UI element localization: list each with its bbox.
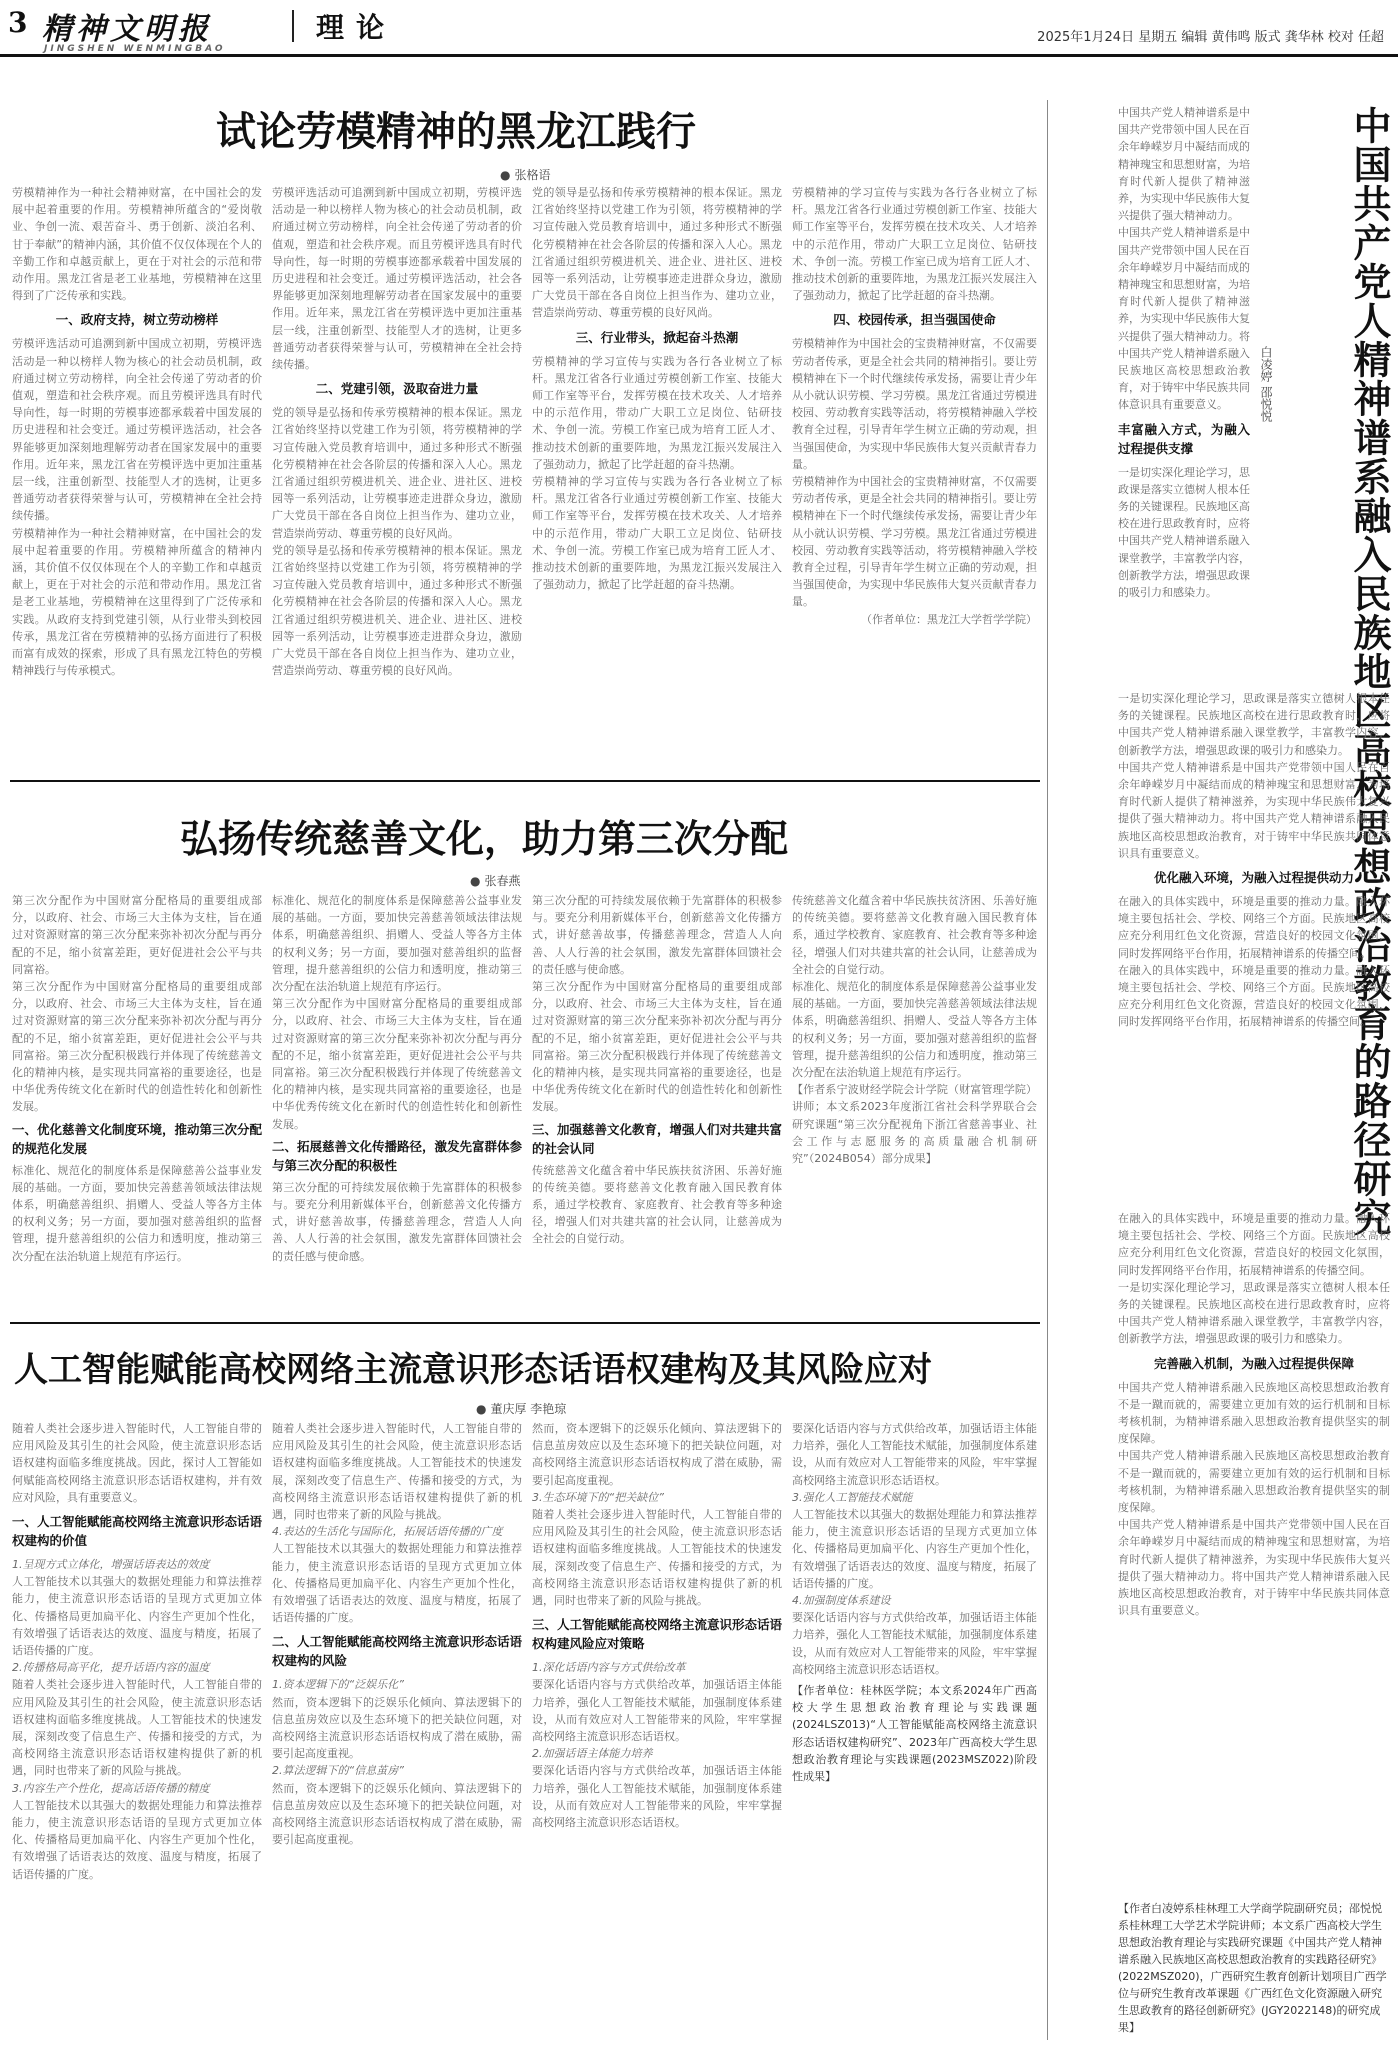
newspaper-pinyin: JINGSHEN WENMINGBAO <box>44 44 226 54</box>
issue-info: 2025年1月24日 星期五 编辑 黄伟鸣 版式 龚华林 校对 任超 <box>1037 30 1384 45</box>
page-number: 3 <box>8 6 28 39</box>
ethnic-para-2c: 在融入的具体实践中，环境是重要的推动力量。融入环境主要包括社会、学校、网络三个方面。民族地区高校应充分利用红色文化资源，营造良好的校园文化氛围，同时发挥网络平台作用，拓展精神谱系的传播空间。 <box>1118 1212 1390 1277</box>
labor-para-3b: 劳模精神的学习宣传与实践为各行各业树立了标杆。黑龙江省各行业通过劳模创新工作室、技能大师工作室等平台，发挥劳模在技术攻关、人才培养中的示范作用，带动广大职工立足岗位、钻研技术、争创一流。劳模工作室已成为培育工匠人才、推动技术创新的重要阵地，为黑龙江振兴发展注入了强劲动力，掀起了比学赶超的奋斗热潮。 <box>532 475 782 592</box>
charity-para-1b: 标准化、规范化的制度体系是保障慈善公益事业发展的基础。一方面，要加快完善慈善领域法律法规体系，明确慈善组织、捐赠人、受益人等各方主体的权利义务；另一方面，要加强对慈善组织的监督管理，提升慈善组织的公信力和透明度，推动第三次分配在法治轨道上规范有序运行。 <box>272 894 522 994</box>
labor-para-1: 劳模评选活动可追溯到新中国成立初期，劳模评选活动是一种以榜样人物为核心的社会动员机制，政府通过树立劳动榜样，向全社会传递了劳动者的价值观，塑造和社会秩序观。而且劳模评选具有时代导向性，每一时期的劳模事迹都承载着中国发展的历史进程和社会变迁。通过劳模评选活动，社会各界能够更加深刻地理解劳动者在国家发展中的重要作用。近年来，黑龙江省在劳模评选中更加注重基层一线，注重创新型、技能型人才的选树，让更多普通劳动者获得荣誉与认可，劳模精神在全社会持续传播。 <box>12 337 262 523</box>
ai-point-4: 4.表达的生活化与国际化，拓展话语传播的广度 <box>272 1525 503 1539</box>
ai-para-10: 人工智能技术以其强大的数据处理能力和算法推荐能力，使主流意识形态话语的呈现方式更加立体化、传播格局更加扁平化、内容生产更加个性化，有效增强了话语表达的效度、温度与精度，拓展了话语传播的广度。 <box>792 1508 1037 1590</box>
ai-author-note: 【作者单位：桂林医学院；本文系2024年广西高校大学生思想政治教育理论与实践课题(2024LSZ013)“人工智能赋能高校网络主流意识形态话语权建构研究”、2023年广西高校大学生思想政治教育理论与实践课题(2023MSZ022)阶段性成果】 <box>792 1684 1037 1784</box>
ai-para-4: 人工智能技术以其强大的数据处理能力和算法推荐能力，使主流意识形态话语的呈现方式更加立体化、传播格局更加扁平化、内容生产更加个性化，有效增强了话语表达的效度、温度与精度，拓展了话语传播的广度。 <box>272 1542 522 1625</box>
article-labor-byline: ● 张格语 <box>500 168 551 182</box>
masthead-rule <box>0 54 1398 57</box>
ai-para-9: 要深化话语内容与方式供给改革，加强话语主体能力培养，强化人工智能技术赋能，加强制度体系建设，从而有效应对人工智能带来的风险，牢牢掌握高校网络主流意识形态话语权。 <box>532 1764 782 1830</box>
labor-col-2 <box>272 184 522 774</box>
ethnic-low-col <box>1118 1210 1390 1790</box>
charity-lead: 第三次分配作为中国财富分配格局的重要组成部分，以政府、社会、市场三大主体为支柱，旨在通过对资源财富的第三次分配来弥补初次分配与再分配的不足，缩小贫富差距，更好促进社会公平与共同富裕。 <box>12 894 262 976</box>
ai-para-11: 要深化话语内容与方式供给改革，加强话语主体能力培养，强化人工智能技术赋能，加强制度体系建设，从而有效应对人工智能带来的风险，牢牢掌握高校网络主流意识形态话语权。 <box>792 1611 1037 1676</box>
ai-point-9: 2.加强话语主体能力培养 <box>532 1747 653 1761</box>
charity-para-3b: 传统慈善文化蕴含着中华民族扶贫济困、乐善好施的传统美德。要将慈善文化教育融入国民教育体系，通过学校教育、家庭教育、社会教育等多种途径，增强人们对共建共富的社会认同，让慈善成为全社会的自觉行动。 <box>792 894 1037 976</box>
labor-para-4b: 劳模精神作为中国社会的宝贵精神财富，不仅需要劳动者传承，更是全社会共同的精神指引。要让劳模精神在下一个时代继续传承发扬，需要让青少年从小就认识劳模、学习劳模。黑龙江省通过劳模进校园、劳动教育实践等活动，将劳模精神融入学校教育全过程，引导青年学生树立正确的劳动观，担当强国使命，为实现中华民族伟大复兴贡献青春力量。 <box>792 475 1037 609</box>
ethnic-heading-1: 丰富融入方式，为融入过程提供支撑 <box>1118 421 1250 456</box>
labor-para-4: 劳模精神作为中国社会的宝贵精神财富，不仅需要劳动者传承，更是全社会共同的精神指引。要让劳模精神在下一个时代继续传承发扬，需要让青少年从小就认识劳模、学习劳模。黑龙江省通过劳模进校园、劳动教育实践等活动，将劳模精神融入学校教育全过程，引导青年学生树立正确的劳动观，担当强国使命，为实现中华民族伟大复兴贡献青春力量。 <box>792 337 1037 471</box>
article-ethnic-byline <box>1258 346 1275 422</box>
ethnic-para-2: 在融入的具体实践中，环境是重要的推动力量。融入环境主要包括社会、学校、网络三个方面。民族地区高校应充分利用红色文化资源，营造良好的校园文化氛围，同时发挥网络平台作用，拓展精神谱系的传播空间。 <box>1118 895 1390 960</box>
section-name: 理论 <box>316 11 397 44</box>
charity-para-1c: 第三次分配作为中国财富分配格局的重要组成部分，以政府、社会、市场三大主体为支柱，旨在通过对资源财富的第三次分配来弥补初次分配与再分配的不足，缩小贫富差距，更好促进社会公平与共同富裕。第三次分配积极践行并体现了传统慈善文化的精神内核，是实现共同富裕的重要途径，也是中华优秀传统文化在新时代的创造性转化和创新性发展。 <box>272 997 522 1131</box>
article-charity-title: 弘扬传统慈善文化，助力第三次分配 <box>180 817 789 861</box>
ethnic-lead: 中国共产党人精神谱系是中国共产党带领中国人民在百余年峥嵘岁月中凝结而成的精神瑰宝和思想财富，为培育时代新人提供了精神滋养，为实现中华民族伟大复兴提供了强大精神动力。 <box>1118 106 1250 223</box>
ethnic-mid-col <box>1118 690 1390 1210</box>
labor-para-3c: 劳模精神的学习宣传与实践为各行各业树立了标杆。黑龙江省各行业通过劳模创新工作室、技能大师工作室等平台，发挥劳模在技术攻关、人才培养中的示范作用，带动广大职工立足岗位、钻研技术、争创一流。劳模工作室已成为培育工匠人才、推动技术创新的重要阵地，为黑龙江振兴发展注入了强劲动力，掀起了比学赶超的奋斗热潮。 <box>792 186 1037 303</box>
ethnic-para-1c: 中国共产党人精神谱系是中国共产党带领中国人民在百余年峥嵘岁月中凝结而成的精神瑰宝和思想财富，为培育时代新人提供了精神滋养，为实现中华民族伟大复兴提供了强大精神动力。将中国共产党人精神谱系融入民族地区高校思想政治教育，对于铸牢中华民族共同体意识具有重要意义。 <box>1118 760 1390 860</box>
masthead <box>0 0 1398 62</box>
ai-col-4 <box>792 1420 1037 2040</box>
labor-para-2c: 党的领导是弘扬和传承劳模精神的根本保证。黑龙江省始终坚持以党建工作为引领，将劳模精神的学习宣传融入党员教育培训中，通过多种形式不断强化劳模精神在社会各阶层的传播和深入人心。黑龙江省通过组织劳模进机关、进企业、进社区、进校园等一系列活动，让劳模事迹走进群众身边，激励广大党员干部在各自岗位上担当作为、建功立业，营造崇尚劳动、尊重劳模的良好风尚。 <box>532 186 782 320</box>
ai-col-2 <box>272 1420 522 2040</box>
charity-para-0: 第三次分配作为中国财富分配格局的重要组成部分，以政府、社会、市场三大主体为支柱，旨在通过对资源财富的第三次分配来弥补初次分配与再分配的不足，缩小贫富差距，更好促进社会公平与共同富裕。第三次分配积极践行并体现了传统慈善文化的精神内核，是实现共同富裕的重要途径，也是中华优秀传统文化在新时代的创造性转化和创新性发展。 <box>12 980 262 1114</box>
charity-col-1 <box>12 892 262 1316</box>
charity-heading-2: 二、拓展慈善文化传播路径，激发先富群体参与第三次分配的积极性 <box>272 1138 522 1173</box>
ai-point-1: 1.呈现方式立体化，增强话语表达的效度 <box>12 1558 210 1572</box>
labor-heading-4: 四、校园传承，担当强国使命 <box>833 312 996 328</box>
labor-heading-2: 二、党建引领，汲取奋进力量 <box>315 381 479 397</box>
right-column-divider <box>1047 100 1048 2040</box>
ai-para-6: 然而，资本逻辑下的泛娱乐化倾向、算法逻辑下的信息茧房效应以及生态环境下的把关缺位问题，对高校网络主流意识形态话语权构成了潜在威胁，需要引起高度重视。 <box>272 1781 522 1847</box>
ai-para-3b: 随着人类社会逐步进入智能时代，人工智能自带的应用风险及其引生的社会风险，使主流意识形态话语权建构面临多维度挑战。人工智能技术的快速发展，深刻改变了信息生产、传播和接受的方式，为高校网络主流意识形态话语权建构提供了新的机遇，同时也带来了新的风险与挑战。 <box>272 1422 522 1522</box>
newspaper-name: 精神文明报 <box>42 12 212 47</box>
ai-heading-3: 三、人工智能赋能高校网络主流意识形态话语权构建风险应对策略 <box>532 1617 782 1652</box>
ai-col-3 <box>532 1420 782 2040</box>
ai-heading-1: 一、人工智能赋能高校网络主流意识形态话语权建构的价值 <box>12 1514 262 1549</box>
ethnic-para-3: 中国共产党人精神谱系融入民族地区高校思想政治教育不是一蹴而就的，需要建立更加有效的运行机制和目标考核机制，为精神谱系融入思想政治教育提供坚实的制度保障。 <box>1118 1380 1390 1446</box>
ai-para-6b: 然而，资本逻辑下的泛娱乐化倾向、算法逻辑下的信息茧房效应以及生态环境下的把关缺位问题，对高校网络主流意识形态话语权构成了潜在威胁，需要引起高度重视。 <box>532 1422 782 1487</box>
labor-heading-1: 一、政府支持，树立劳动榜样 <box>55 312 219 328</box>
ai-point-2: 2.传播格局高平化，提升话语内容的温度 <box>12 1661 210 1675</box>
labor-para-1b: 劳模精神作为一种社会精神财富，在中国社会的发展中起着重要的作用。劳模精神所蕴含的精神内涵，其价值不仅仅体现在个人的辛勤工作和卓越贡献上，更在于对社会的示范和带动作用。黑龙江省是老工业基地，劳模精神在这里得到了广泛传承和实践。从政府支持到党建引领，从行业带头到校园传承，黑龙江省在劳模精神的弘扬方面进行了积极而富有成效的探索，形成了具有黑龙江特色的劳模精神践行与传承模式。 <box>12 526 262 678</box>
byline-text: 张春燕 <box>484 874 521 888</box>
ethnic-author-note: 【作者白凌婷系桂林理工大学商学院副研究员；邵悦悦系桂林理工大学艺术学院讲师；本文系广西高校大学生思想政治教育理论与实践研究课题《中国共产党人精神谱系融入民族地区高校思想政治教育的实践路径研究》(2022MSZ020)，广西研究生教育创新计划项目广西学位与研究生教育改革课题《广西红色文化资源融入研究生思政教育的路径创新研究》(JGY2022148)的研究成果】 <box>1118 1902 1387 2034</box>
ai-point-6: 2.算法逻辑下的“信息茧房” <box>272 1764 404 1778</box>
labor-author-note: （作者单位：黑龙江大学哲学学院） <box>861 612 1037 626</box>
ai-point-11: 4.加强制度体系建设 <box>792 1594 891 1608</box>
ethnic-para-0: 中国共产党人精神谱系是中国共产党带领中国人民在百余年峥嵘岁月中凝结而成的精神瑰宝和思想财富，为培育时代新人提供了精神滋养，为实现中华民族伟大复兴提供了强大精神动力。将中国共产党人精神谱系融入民族地区高校思想政治教育，对于铸牢中华民族共同体意识具有重要意义。 <box>1118 226 1250 412</box>
ethnic-para-1: 一是切实深化理论学习，思政课是落实立德树人根本任务的关键课程。民族地区高校在进行思政教育时，应将中国共产党人精神谱系融入课堂教学，丰富教学内容，创新教学方法，增强思政课的吸引力和感染力。 <box>1118 465 1250 600</box>
charity-col-4 <box>792 892 1037 1316</box>
charity-para-2: 第三次分配的可持续发展依赖于先富群体的积极参与。要充分利用新媒体平台，创新慈善文化传播方式，讲好慈善故事，传播慈善理念，营造人人向善、人人行善的社会氛围，激发先富群体回馈社会的责任感与使命感。 <box>272 1180 522 1263</box>
ai-para-1: 人工智能技术以其强大的数据处理能力和算法推荐能力，使主流意识形态话语的呈现方式更加立体化、传播格局更加扁平化、内容生产更加个性化，有效增强了话语表达的效度、温度与精度，拓展了话语传播的广度。 <box>12 1575 262 1658</box>
labor-col-4 <box>792 184 1037 774</box>
labor-para-1c: 劳模评选活动可追溯到新中国成立初期，劳模评选活动是一种以榜样人物为核心的社会动员机制，政府通过树立劳动榜样，向全社会传递了劳动者的价值观，塑造和社会秩序观。而且劳模评选具有时代导向性，每一时期的劳模事迹都承载着中国发展的历史进程和社会变迁。通过劳模评选活动，社会各界能够更加深刻地理解劳动者在国家发展中的重要作用。近年来，黑龙江省在劳模评选中更加注重基层一线，注重创新型、技能型人才的选树，让更多普通劳动者获得荣誉与认可，劳模精神在全社会持续传播。 <box>272 186 522 372</box>
ai-col-1 <box>12 1420 262 2040</box>
ethnic-para-2d: 一是切实深化理论学习，思政课是落实立德树人根本任务的关键课程。民族地区高校在进行思政教育时，应将中国共产党人精神谱系融入课堂教学，丰富教学内容，创新教学方法，增强思政课的吸引力和感染力。 <box>1118 1280 1390 1346</box>
masthead-separator <box>292 10 294 42</box>
ai-para-7: 随着人类社会逐步进入智能时代，人工智能自带的应用风险及其引生的社会风险，使主流意识形态话语权建构面临多维度挑战。人工智能技术的快速发展，深刻改变了信息生产、传播和接受的方式，为高校网络主流意识形态话语权建构提供了新的机遇，同时也带来了新的风险与挑战。 <box>532 1508 782 1608</box>
charity-heading-3: 三、加强慈善文化教育，增强人们对共建共富的社会认同 <box>532 1121 782 1156</box>
ai-lead: 随着人类社会逐步进入智能时代，人工智能自带的应用风险及其引生的社会风险，使主流意识形态话语权建构面临多维度挑战。因此，探讨人工智能如何赋能高校网络主流意识形态话语权建构，并有效应对风险，具有重要意义。 <box>12 1422 262 1504</box>
charity-para-3: 传统慈善文化蕴含着中华民族扶贫济困、乐善好施的传统美德。要将慈善文化教育融入国民教育体系，通过学校教育、家庭教育、社会教育等多种途径，增强人们对共建共富的社会认同，让慈善成为全社会的自觉行动。 <box>532 1163 782 1246</box>
ai-para-2: 随着人类社会逐步进入智能时代，人工智能自带的应用风险及其引生的社会风险，使主流意识形态话语权建构面临多维度挑战。人工智能技术的快速发展，深刻改变了信息生产、传播和接受的方式，为高校网络主流意识形态话语权建构提供了新的机遇，同时也带来了新的风险与挑战。 <box>12 1678 262 1778</box>
labor-lead: 劳模精神作为一种社会精神财富，在中国社会的发展中起着重要的作用。劳模精神所蕴含的“爱岗敬业、争创一流、艰苦奋斗、勇于创新、淡泊名利、甘于奉献”的精神内涵，其价值不仅仅体现在个人的辛勤工作和卓越贡献上，更在于对社会的示范和带动作用。黑龙江省是老工业基地，劳模精神在这里得到了广泛传承和实践。 <box>12 186 262 303</box>
ai-point-5: 1.资本逻辑下的“泛娱乐化” <box>272 1678 404 1692</box>
charity-para-3c: 标准化、规范化的制度体系是保障慈善公益事业发展的基础。一方面，要加快完善慈善领域法律法规体系，明确慈善组织、捐赠人、受益人等各方主体的权利义务；另一方面，要加强对慈善组织的监督管理，提升慈善组织的公信力和透明度，推动第三次分配在法治轨道上规范有序运行。 <box>792 980 1037 1080</box>
charity-para-2c: 第三次分配作为中国财富分配格局的重要组成部分，以政府、社会、市场三大主体为支柱，旨在通过对资源财富的第三次分配来弥补初次分配与再分配的不足，缩小贫富差距，更好促进社会公平与共同富裕。第三次分配积极践行并体现了传统慈善文化的精神内核，是实现共同富裕的重要途径，也是中华优秀传统文化在新时代的创造性转化和创新性发展。 <box>532 980 782 1114</box>
ai-point-10: 3.强化人工智能技术赋能 <box>792 1490 913 1504</box>
ai-heading-2: 二、人工智能赋能高校网络主流意识形态话语权建构的风险 <box>272 1634 522 1669</box>
divider-charity <box>10 1322 1040 1324</box>
ai-para-3: 人工智能技术以其强大的数据处理能力和算法推荐能力，使主流意识形态话语的呈现方式更加立体化、传播格局更加扁平化、内容生产更加个性化，有效增强了话语表达的效度、温度与精度，拓展了话语传播的广度。 <box>12 1798 262 1881</box>
charity-heading-1: 一、优化慈善文化制度环境，推动第三次分配的规范化发展 <box>12 1121 262 1156</box>
charity-col-3 <box>532 892 782 1316</box>
ai-para-9b: 要深化话语内容与方式供给改革，加强话语主体能力培养，强化人工智能技术赋能，加强制度体系建设，从而有效应对人工智能带来的风险，牢牢掌握高校网络主流意识形态话语权。 <box>792 1422 1037 1487</box>
byline-text: 董庆厚 李艳琼 <box>490 1402 567 1416</box>
labor-col-1 <box>12 184 262 774</box>
labor-heading-3: 三、行业带头，掀起奋斗热潮 <box>575 329 739 345</box>
charity-para-2b: 第三次分配的可持续发展依赖于先富群体的积极参与。要充分利用新媒体平台，创新慈善文化传播方式，讲好慈善故事，传播慈善理念，营造人人向善、人人行善的社会氛围，激发先富群体回馈社会的责任感与使命感。 <box>532 894 782 976</box>
article-charity-byline: ● 张春燕 <box>470 874 521 888</box>
ethnic-para-2b: 在融入的具体实践中，环境是重要的推动力量。融入环境主要包括社会、学校、网络三个方面。民族地区高校应充分利用红色文化资源，营造良好的校园文化氛围，同时发挥网络平台作用，拓展精神谱系的传播空间。 <box>1118 963 1390 1029</box>
ethnic-heading-3: 完善融入机制，为融入过程提供保障 <box>1153 1355 1354 1371</box>
labor-para-3: 劳模精神的学习宣传与实践为各行各业树立了标杆。黑龙江省各行业通过劳模创新工作室、技能大师工作室等平台，发挥劳模在技术攻关、人才培养中的示范作用，带动广大职工立足岗位、钻研技术、争创一流。劳模工作室已成为培育工匠人才、推动技术创新的重要阵地，为黑龙江振兴发展注入了强劲动力，掀起了比学赶超的奋斗热潮。 <box>532 354 782 471</box>
charity-col-2 <box>272 892 522 1316</box>
ai-point-7: 3.生态环境下的“把关缺位” <box>532 1490 664 1504</box>
ethnic-para-3b: 中国共产党人精神谱系融入民族地区高校思想政治教育不是一蹴而就的，需要建立更加有效的运行机制和目标考核机制，为精神谱系融入思想政治教育提供坚实的制度保障。 <box>1118 1449 1390 1515</box>
charity-para-1: 标准化、规范化的制度体系是保障慈善公益事业发展的基础。一方面，要加快完善慈善领域法律法规体系，明确慈善组织、捐赠人、受益人等各方主体的权利义务；另一方面，要加强对慈善组织的监督管理，提升慈善组织的公信力和透明度，推动第三次分配在法治轨道上规范有序运行。 <box>12 1163 262 1263</box>
labor-col-3 <box>532 184 782 774</box>
labor-para-2: 党的领导是弘扬和传承劳模精神的根本保证。黑龙江省始终坚持以党建工作为引领，将劳模精神的学习宣传融入党员教育培训中，通过多种形式不断强化劳模精神在社会各阶层的传播和深入人心。黑龙江省通过组织劳模进机关、进企业、进社区、进校园等一系列活动，让劳模事迹走进群众身边，激励广大党员干部在各自岗位上担当作为、建功立业，营造崇尚劳动、尊重劳模的良好风尚。 <box>272 406 522 540</box>
ai-para-8: 要深化话语内容与方式供给改革，加强话语主体能力培养，强化人工智能技术赋能，加强制度体系建设，从而有效应对人工智能带来的风险，牢牢掌握高校网络主流意识形态话语权。 <box>532 1678 782 1744</box>
divider-labor <box>10 780 1040 782</box>
ethnic-heading-2: 优化融入环境，为融入过程提供动力 <box>1153 870 1354 886</box>
ai-para-5: 然而，资本逻辑下的泛娱乐化倾向、算法逻辑下的信息茧房效应以及生态环境下的把关缺位问题，对高校网络主流意识形态话语权构成了潜在威胁，需要引起高度重视。 <box>272 1695 522 1761</box>
labor-para-2b: 党的领导是弘扬和传承劳模精神的根本保证。黑龙江省始终坚持以党建工作为引领，将劳模精神的学习宣传融入党员教育培训中，通过多种形式不断强化劳模精神在社会各阶层的传播和深入人心。黑龙江省通过组织劳模进机关、进企业、进社区、进校园等一系列活动，让劳模事迹走进群众身边，激励广大党员干部在各自岗位上担当作为、建功立业，营造崇尚劳动、尊重劳模的良好风尚。 <box>272 543 522 678</box>
byline-text: 白凌婷 邵悦悦 <box>1259 346 1273 422</box>
ethnic-para-1b: 一是切实深化理论学习，思政课是落实立德树人根本任务的关键课程。民族地区高校在进行思政教育时，应将中国共产党人精神谱系融入课堂教学，丰富教学内容，创新教学方法，增强思政课的吸引力和感染力。 <box>1118 692 1390 757</box>
byline-text: 张格语 <box>514 168 551 182</box>
ethnic-para-3c: 中国共产党人精神谱系是中国共产党带领中国人民在百余年峥嵘岁月中凝结而成的精神瑰宝和思想财富，为培育时代新人提供了精神滋养，为实现中华民族伟大复兴提供了强大精神动力。将中国共产党人精神谱系融入民族地区高校思想政治教育，对于铸牢中华民族共同体意识具有重要意义。 <box>1118 1518 1390 1618</box>
article-ai-byline: ● 董庆厚 李艳琼 <box>476 1402 567 1416</box>
article-labor-title: 试论劳模精神的黑龙江践行 <box>216 109 696 155</box>
article-ai-title: 人工智能赋能高校网络主流意识形态话语权建构及其风险应对 <box>14 1350 932 1390</box>
article-ethnic-title: 中国共产党人精神谱系融入民族地区高校思想政治教育的路径研究 <box>1347 106 1391 1237</box>
ethnic-top-col <box>1118 104 1250 684</box>
charity-author-note: 【作者系宁波财经学院会计学院（财富管理学院）讲师；本文系2023年度浙江省社会科学界联合会研究课题“第三次分配视角下浙江省慈善事业、社会工作与志愿服务的高质量融合机制研究”（2024B054）部分成果】 <box>792 1083 1037 1166</box>
ai-point-3: 3.内容生产个性化，提高话语传播的精度 <box>12 1781 210 1795</box>
ai-point-8: 1.深化话语内容与方式供给改革 <box>532 1661 686 1675</box>
